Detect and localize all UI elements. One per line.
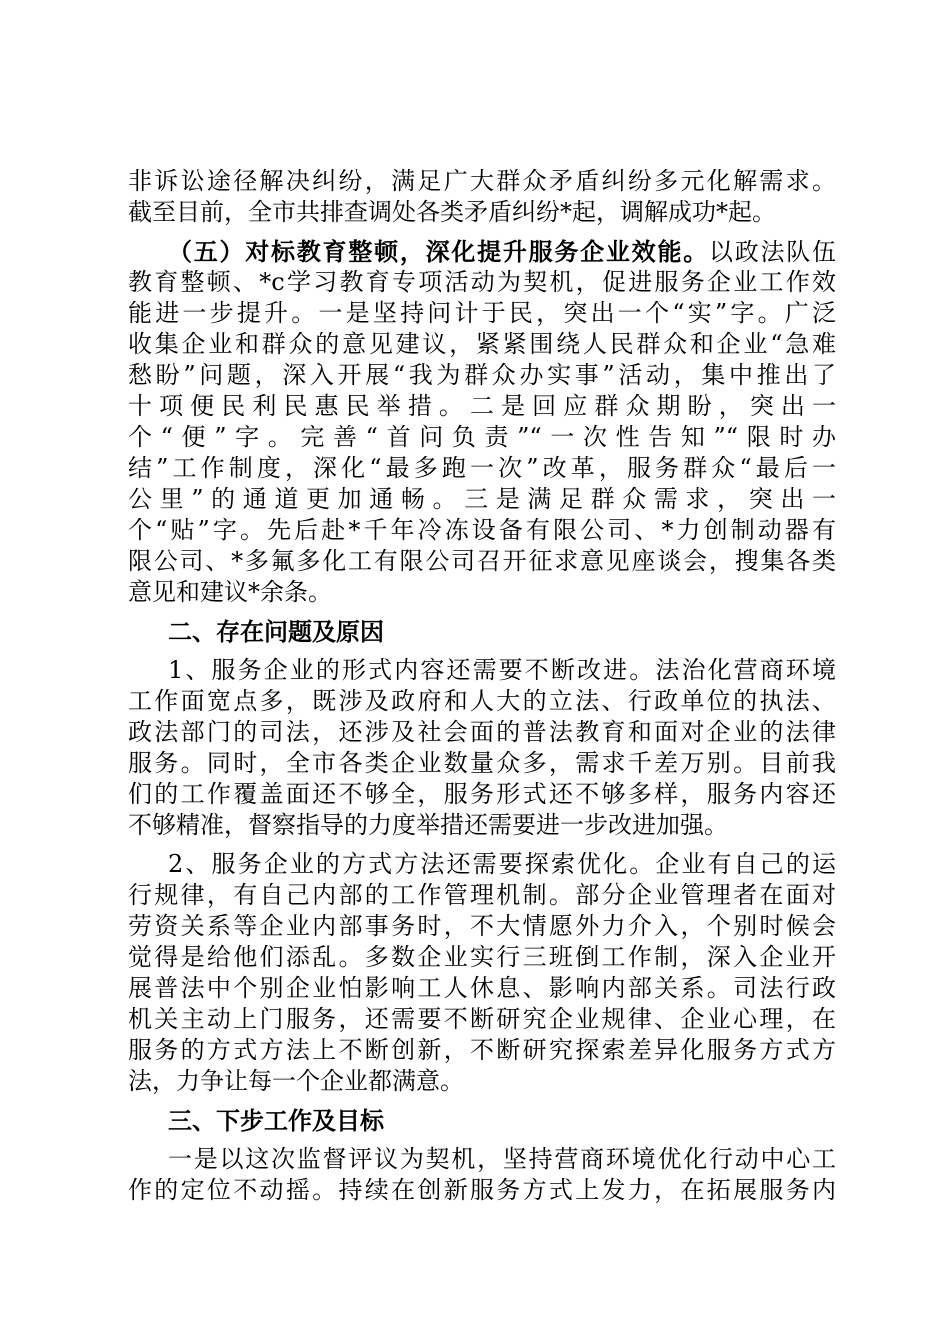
text-line: 截至目前，全市共排查调处各类矛盾纠纷*起，调解成功*起。 bbox=[128, 198, 776, 226]
text-line: 工作面宽点多，既涉及政府和人大的立法、行政单位的执法、 bbox=[128, 687, 836, 715]
paragraph-problem-two bbox=[128, 849, 836, 1097]
text-line: 服务。同时，全市各类企业数量众多，需求千差万别。目前我 bbox=[128, 749, 836, 777]
text-fragment: 以政法队伍 bbox=[708, 238, 836, 266]
text-line: 们的工作覆盖面还不够全，服务形式还不够多样，服务内容还 bbox=[128, 780, 836, 808]
text-line: 收集企业和群众的意见建议，紧紧围绕人民群众和企业“急难 bbox=[128, 330, 836, 358]
text-line: 法，力争让每一个企业都满意。 bbox=[128, 1067, 464, 1095]
text-line: 劳资关系等企业内部事务时，不大情愿外力介入，个别时候会 bbox=[128, 912, 836, 940]
text-line: 一是以这次监督评议为契机，坚持营商环境优化行动中心工 bbox=[168, 1145, 836, 1173]
text-line bbox=[128, 236, 836, 267]
paragraph-problem-one bbox=[128, 655, 836, 841]
document-page bbox=[128, 166, 836, 1206]
text-line: 教育整顿、*c学习教育专项活动为契机，促进服务企业工作效 bbox=[128, 268, 836, 296]
text-line: 机关主动上门服务，还需要不断研究企业规律、企业心理，在 bbox=[128, 1005, 836, 1033]
section-heading-problems: 二、存在问题及原因 bbox=[168, 617, 384, 646]
text-line: 非诉讼途径解决纠纷，满足广大群众矛盾纠纷多元化解需求。 bbox=[128, 167, 836, 195]
text-line: 限公司、*多氟多化工有限公司召开征求意见座谈会，搜集各类 bbox=[128, 547, 836, 575]
text-line: 愁盼”问题，深入开展“我为群众办实事”活动，集中推出了 bbox=[128, 361, 836, 389]
text-line: 结”工作制度，深化“最多跑一次”改革，服务群众“最后一 bbox=[128, 454, 836, 482]
text-line: 1、服务企业的形式内容还需要不断改进。法治化营商环境 bbox=[168, 656, 836, 684]
text-line: 作的定位不动摇。持续在创新服务方式上发力，在拓展服务内 bbox=[128, 1176, 836, 1204]
section-heading-next-steps: 三、下步工作及目标 bbox=[168, 1106, 384, 1135]
text-line: 能进一步提升。一是坚持问计于民，突出一个“实”字。广泛 bbox=[128, 299, 836, 327]
text-line: 个“便”字。完善“首问负责”“一次性告知”“限时办 bbox=[128, 423, 836, 451]
text-line: 2、服务企业的方式方法还需要探索优化。企业有自己的运 bbox=[168, 850, 836, 878]
text-line: 服务的方式方法上不断创新，不断研究探索差异化服务方式方 bbox=[128, 1036, 836, 1064]
text-line: 个“贴”字。先后赴*千年冷冻设备有限公司、*力创制动器有 bbox=[128, 516, 836, 544]
text-line: 行规律，有自己内部的工作管理机制。部分企业管理者在面对 bbox=[128, 881, 836, 909]
text-line: 政法部门的司法，还涉及社会面的普法教育和面对企业的法律 bbox=[128, 718, 836, 746]
text-line: 十项便民利民惠民举措。二是回应群众期盼，突出一 bbox=[128, 392, 836, 420]
text-line: 不够精准，督察指导的力度举措还需要进一步改进加强。 bbox=[128, 811, 728, 839]
text-line: 公里”的通道更加通畅。三是满足群众需求，突出一 bbox=[128, 485, 836, 513]
text-line: 意见和建议*余条。 bbox=[128, 578, 332, 606]
paragraph-dispute-resolution bbox=[128, 166, 836, 228]
paragraph-next-step-one bbox=[128, 1144, 836, 1206]
text-line: 觉得是给他们添乱。多数企业实行三班倒工作制，深入企业开 bbox=[128, 943, 836, 971]
text-line: 展普法中个别企业怕影响工人休息、影响内部关系。司法行政 bbox=[128, 974, 836, 1002]
paragraph-education-rectification bbox=[128, 236, 836, 608]
section-lead-bold: （五）对标教育整顿，深化提升服务企业效能。 bbox=[168, 237, 709, 266]
